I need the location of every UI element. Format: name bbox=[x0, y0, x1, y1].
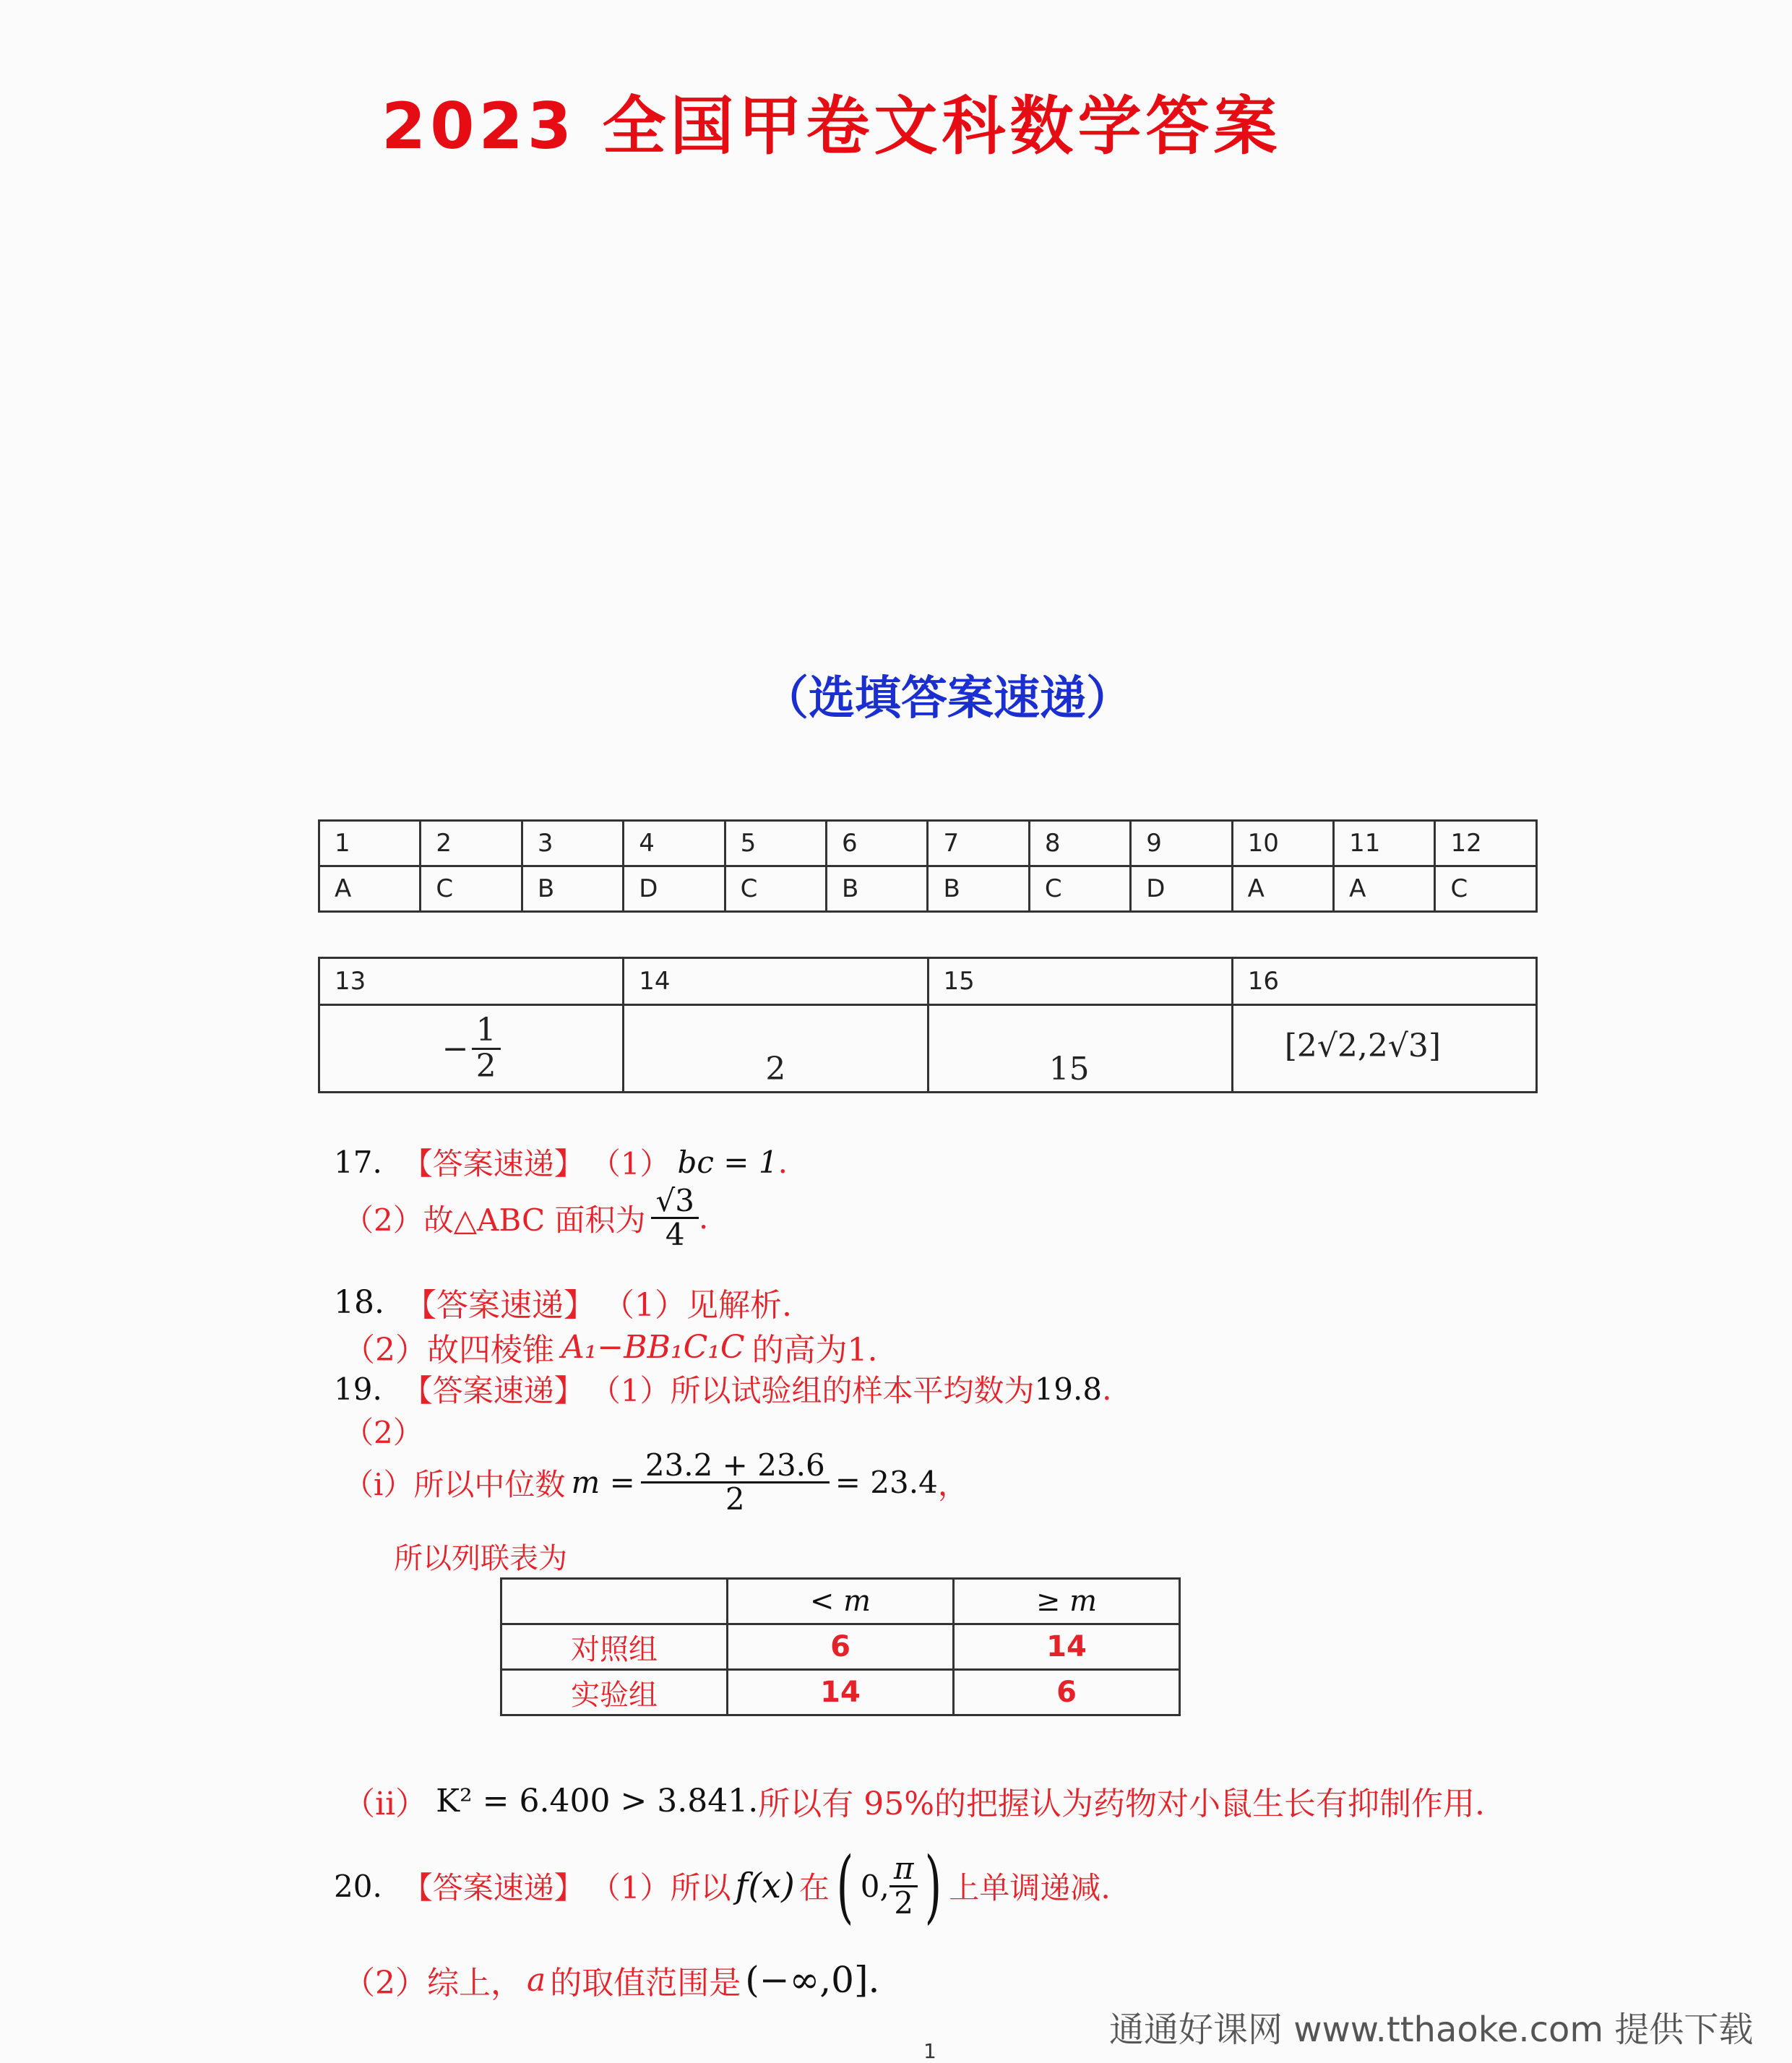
choice-answer-table bbox=[318, 819, 1538, 913]
part-text: （1）见解析. bbox=[602, 1287, 792, 1324]
fraction bbox=[889, 1851, 918, 1921]
page-title: 2023 全国甲卷文科数学答案 bbox=[382, 89, 1282, 163]
q20-line2 bbox=[343, 1957, 879, 2003]
q18-line1 bbox=[334, 1279, 792, 1325]
fill-number: 14 bbox=[624, 958, 928, 1005]
part-label: （ii） bbox=[343, 1786, 428, 1822]
q17-line2 bbox=[343, 1185, 708, 1251]
table-header-row bbox=[501, 1579, 1180, 1624]
part-text: 所以有 95%的把握认为药物对小鼠生长有抑制作用. bbox=[758, 1786, 1486, 1822]
punct: ， bbox=[937, 1466, 968, 1502]
numerator: π bbox=[889, 1853, 918, 1887]
choice-number: 8 bbox=[1029, 821, 1130, 866]
choice-number: 9 bbox=[1131, 821, 1232, 866]
fill-answer-13 bbox=[319, 1005, 624, 1093]
expression: = 23.4 bbox=[835, 1465, 938, 1501]
section-subtitle: （选填答案速递） bbox=[762, 672, 1132, 725]
choice-answer: A bbox=[319, 866, 421, 912]
choice-answer: C bbox=[725, 866, 826, 912]
part-text: （2）综上， bbox=[343, 1965, 522, 2002]
choice-answer: B bbox=[522, 866, 623, 912]
punct: . bbox=[1102, 1371, 1112, 1407]
choice-answer: C bbox=[1435, 866, 1537, 912]
answer-tag: 【答案速递】 bbox=[402, 1146, 585, 1181]
answer-tag: 【答案速递】 bbox=[404, 1287, 595, 1324]
choice-number: 11 bbox=[1334, 821, 1435, 866]
q18-line2 bbox=[343, 1324, 878, 1370]
left-paren: ( bbox=[836, 1840, 854, 1932]
q20-line1 bbox=[334, 1840, 1111, 1932]
answer-tag: 【答案速递】 bbox=[402, 1373, 585, 1408]
choice-answer: D bbox=[624, 866, 725, 912]
table-cell: 6 bbox=[728, 1624, 954, 1670]
choice-answer-row bbox=[319, 866, 1537, 912]
contingency-table bbox=[500, 1577, 1181, 1716]
q19-part2-label bbox=[343, 1409, 423, 1452]
fraction bbox=[641, 1447, 830, 1517]
expression: m = bbox=[571, 1465, 635, 1501]
denominator: 2 bbox=[475, 1047, 496, 1085]
numerator: 23.2 + 23.6 bbox=[641, 1450, 830, 1483]
header-cell bbox=[501, 1579, 728, 1624]
choice-answer: A bbox=[1232, 866, 1333, 912]
part-text: 上单调递减. bbox=[949, 1870, 1111, 1905]
footer-watermark: 通通好课网 www.tthaoke.com 提供下载 bbox=[1109, 2010, 1754, 2050]
choice-number: 3 bbox=[522, 821, 623, 866]
answer-value: [2√2,2√3] bbox=[1284, 1027, 1442, 1064]
question-number: 18. bbox=[334, 1283, 384, 1321]
minus-sign: − bbox=[441, 1030, 469, 1067]
question-number: 17. bbox=[334, 1144, 382, 1180]
fill-answer-15 bbox=[928, 1005, 1232, 1093]
value: 19.8 bbox=[1034, 1371, 1103, 1407]
fill-answer-14 bbox=[624, 1005, 928, 1093]
choice-number-row bbox=[319, 821, 1537, 866]
choice-number: 7 bbox=[928, 821, 1029, 866]
question-number: 19. bbox=[334, 1371, 382, 1407]
choice-answer: C bbox=[1029, 866, 1130, 912]
table-intro: 所以列联表为 bbox=[394, 1542, 567, 1575]
page-number: 1 bbox=[923, 2039, 936, 2063]
expression: A₁−BB₁C₁C bbox=[561, 1328, 745, 1366]
answer-value: 15 bbox=[1048, 1050, 1090, 1088]
part-text: 的取值范围是 bbox=[550, 1965, 741, 2002]
punct: . bbox=[698, 1200, 709, 1236]
row-label: 实验组 bbox=[501, 1670, 728, 1715]
part-text: （2）故四棱锥 bbox=[343, 1332, 554, 1369]
q19-line1 bbox=[334, 1367, 1111, 1410]
numerator: √3 bbox=[651, 1185, 698, 1219]
header-cell: ≥ m bbox=[954, 1579, 1180, 1624]
fill-answer-16 bbox=[1232, 1005, 1536, 1093]
question-number: 20. bbox=[334, 1868, 382, 1904]
choice-answer: D bbox=[1131, 866, 1232, 912]
denominator: 2 bbox=[894, 1885, 914, 1921]
choice-number: 1 bbox=[319, 821, 421, 866]
q19-chi-square-line bbox=[343, 1778, 1485, 1824]
table-cell: 14 bbox=[728, 1670, 954, 1715]
q19-median-line bbox=[343, 1447, 968, 1517]
table-cell: 14 bbox=[954, 1624, 1180, 1670]
answer-value: 2 bbox=[765, 1050, 786, 1088]
part-text: （2）故△ABC 面积为 bbox=[343, 1202, 646, 1238]
expression: K² = 6.400 > 3.841. bbox=[436, 1782, 759, 1819]
interval-start: 0, bbox=[860, 1868, 889, 1904]
punct: . bbox=[777, 1144, 788, 1180]
choice-answer: C bbox=[421, 866, 522, 912]
right-paren: ) bbox=[925, 1840, 942, 1932]
row-label: 对照组 bbox=[501, 1624, 728, 1670]
range-expression: (−∞,0]. bbox=[745, 1959, 880, 2001]
table-row bbox=[501, 1670, 1180, 1715]
choice-number: 2 bbox=[421, 821, 522, 866]
part-text: （1）所以 bbox=[590, 1870, 731, 1905]
expression: bc = 1 bbox=[677, 1144, 778, 1180]
choice-number: 5 bbox=[725, 821, 826, 866]
choice-number: 10 bbox=[1232, 821, 1333, 866]
answer-tag: 【答案速递】 bbox=[402, 1870, 585, 1905]
fill-number: 13 bbox=[319, 958, 624, 1005]
fill-number: 16 bbox=[1232, 958, 1536, 1005]
fill-number: 15 bbox=[928, 958, 1232, 1005]
fraction bbox=[472, 1012, 501, 1085]
fill-answer-table bbox=[318, 957, 1538, 1093]
variable: a bbox=[527, 1961, 546, 1999]
fraction bbox=[651, 1185, 698, 1251]
part-text: 在 bbox=[798, 1870, 830, 1905]
part-label: （1） bbox=[590, 1146, 671, 1181]
part-text: （1）所以试验组的样本平均数为 bbox=[590, 1373, 1035, 1408]
choice-number: 4 bbox=[624, 821, 725, 866]
part-text: （i）所以中位数 bbox=[343, 1466, 566, 1502]
header-cell: < m bbox=[728, 1579, 954, 1624]
numerator: 1 bbox=[472, 1014, 501, 1049]
table-row bbox=[501, 1624, 1180, 1670]
part-label: （2） bbox=[343, 1415, 423, 1450]
fill-answer-row bbox=[319, 1005, 1537, 1093]
table-cell: 6 bbox=[954, 1670, 1180, 1715]
choice-number: 6 bbox=[827, 821, 928, 866]
choice-answer: B bbox=[827, 866, 928, 912]
fill-number-row bbox=[319, 958, 1537, 1005]
denominator: 2 bbox=[725, 1481, 745, 1517]
choice-number: 12 bbox=[1435, 821, 1537, 866]
function: f(x) bbox=[735, 1866, 795, 1906]
part-text: 的高为1. bbox=[751, 1332, 878, 1369]
denominator: 4 bbox=[665, 1217, 685, 1253]
choice-answer: A bbox=[1334, 866, 1435, 912]
q17-line1 bbox=[334, 1140, 788, 1184]
choice-answer: B bbox=[928, 866, 1029, 912]
